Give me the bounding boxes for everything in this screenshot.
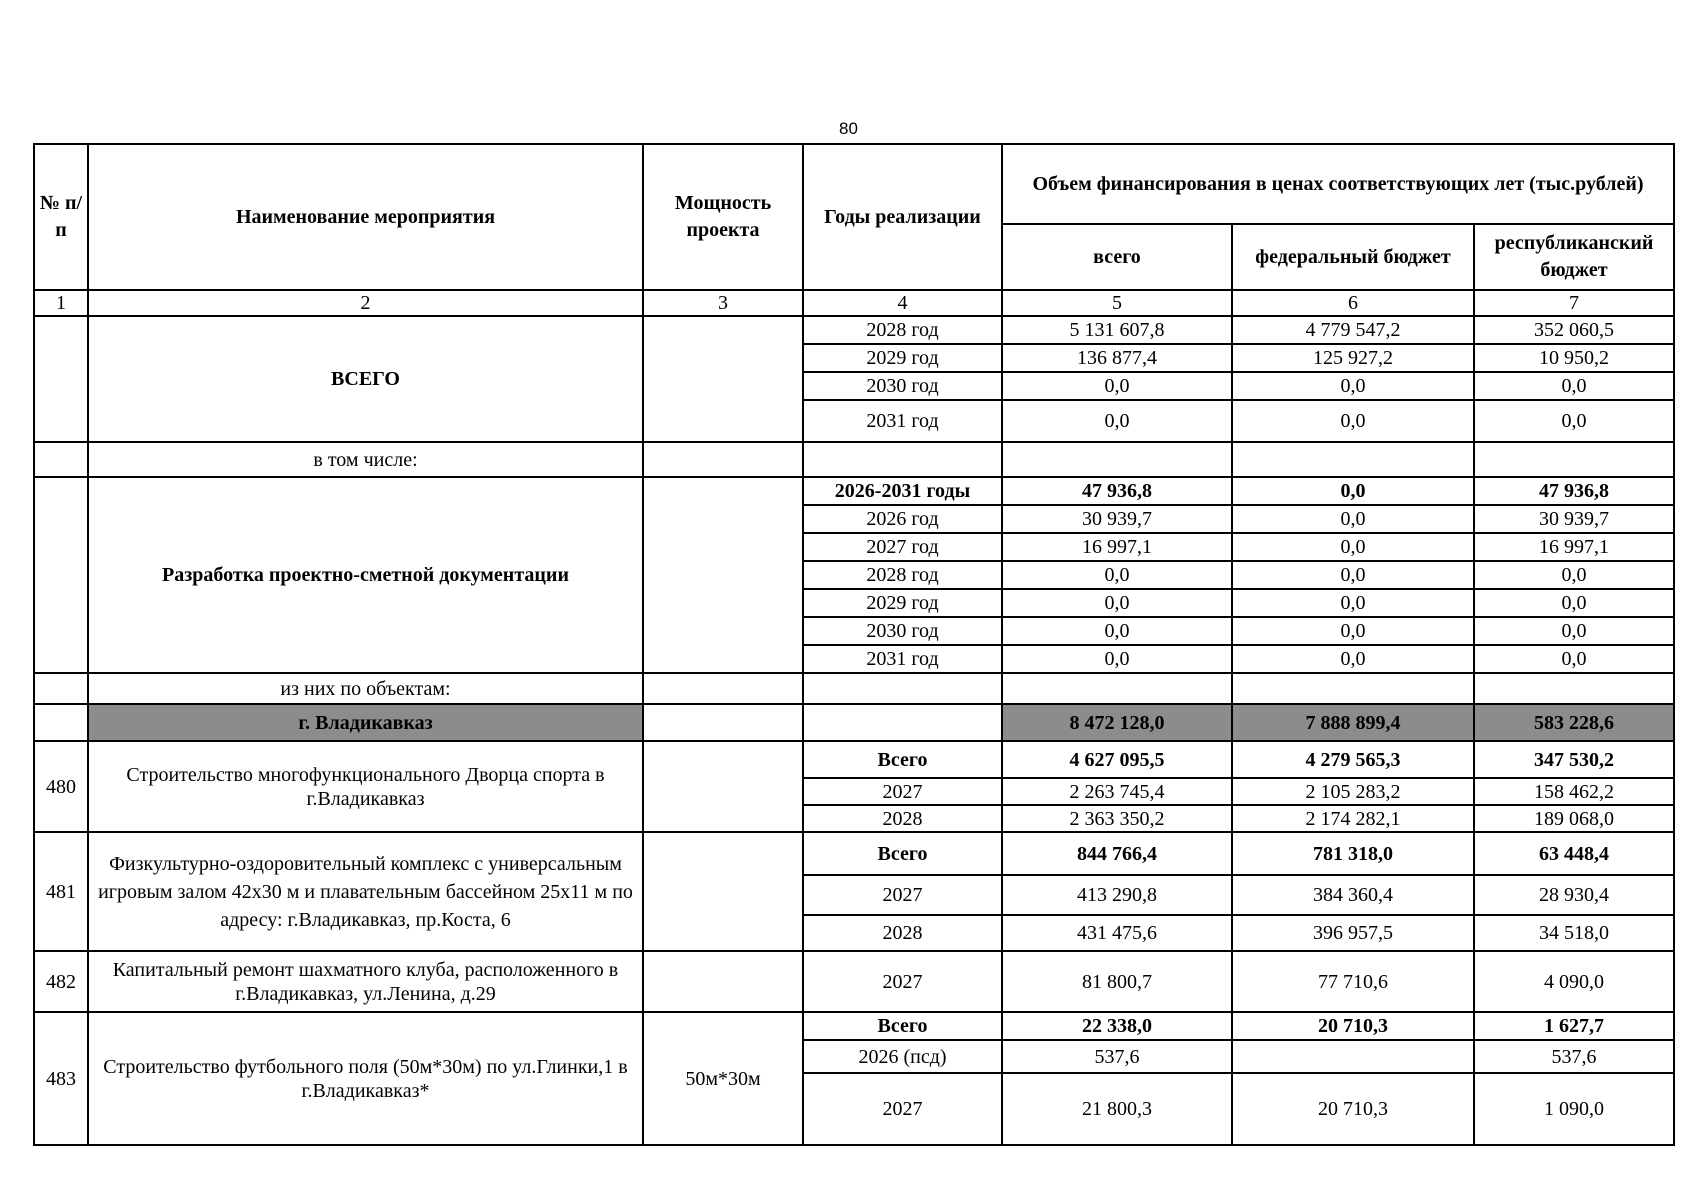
psd-title: Разработка проектно-сметной документации [88,477,643,673]
republic-cell: 16 997,1 [1474,533,1674,561]
federal-cell: 0,0 [1232,561,1474,589]
project-number: 480 [34,741,88,832]
federal-cell: 0,0 [1232,589,1474,617]
year-cell: 2027 [803,778,1002,805]
header-republic: республиканский бюджет [1474,224,1674,290]
federal-cell: 384 360,4 [1232,875,1474,915]
year-cell: 2028 [803,805,1002,832]
header-name: Наименование мероприятия [88,144,643,290]
federal-cell: 0,0 [1232,505,1474,533]
republic-cell: 352 060,5 [1474,316,1674,344]
funding-table [33,143,1675,1146]
year-cell: 2030 год [803,372,1002,400]
federal-cell: 125 927,2 [1232,344,1474,372]
year-cell: Всего [803,1012,1002,1040]
federal-cell: 77 710,6 [1232,951,1474,1012]
project-number: 482 [34,951,88,1012]
table-row [34,673,1674,704]
colnum: 4 [803,290,1002,316]
header-total: всего [1002,224,1232,290]
colnum: 6 [1232,290,1474,316]
total-cell: 2 263 745,4 [1002,778,1232,805]
republic-cell: 0,0 [1474,400,1674,442]
republic-cell: 63 448,4 [1474,832,1674,875]
total-cell: 0,0 [1002,589,1232,617]
federal-cell: 20 710,3 [1232,1012,1474,1040]
federal-cell: 0,0 [1232,645,1474,673]
objects-label: из них по объектам: [88,673,643,704]
year-cell: 2029 год [803,344,1002,372]
total-cell: 21 800,3 [1002,1073,1232,1145]
year-cell: 2027 год [803,533,1002,561]
project-name: Капитальный ремонт шахматного клуба, расположенного в г.Владикавказ, ул.Ленина, д.29 [88,951,643,1012]
republic-cell: 0,0 [1474,561,1674,589]
year-cell: 2027 [803,1073,1002,1145]
city-row [34,704,1674,741]
republic-cell: 10 950,2 [1474,344,1674,372]
republic-cell: 47 936,8 [1474,477,1674,505]
federal-cell: 2 174 282,1 [1232,805,1474,832]
total-cell: 5 131 607,8 [1002,316,1232,344]
project-name: Строительство многофункционального Дворца спорта в г.Владикавказ [88,741,643,832]
year-cell: 2030 год [803,617,1002,645]
republic-cell: 28 930,4 [1474,875,1674,915]
total-title: ВСЕГО [88,316,643,442]
including-label: в том числе: [88,442,643,477]
header-num: № п/п [34,144,88,290]
republic-cell: 347 530,2 [1474,741,1674,778]
federal-cell: 0,0 [1232,400,1474,442]
federal-cell: 396 957,5 [1232,915,1474,951]
header-federal: федеральный бюджет [1232,224,1474,290]
republic-cell: 30 939,7 [1474,505,1674,533]
year-cell: 2028 год [803,316,1002,344]
republic-cell: 158 462,2 [1474,778,1674,805]
year-cell: Всего [803,741,1002,778]
year-cell: 2028 [803,915,1002,951]
year-cell: 2027 [803,951,1002,1012]
federal-cell: 781 318,0 [1232,832,1474,875]
republic-cell: 1 090,0 [1474,1073,1674,1145]
colnum: 5 [1002,290,1232,316]
project-number: 481 [34,832,88,951]
federal-cell: 0,0 [1232,477,1474,505]
total-cell: 0,0 [1002,617,1232,645]
republic-cell: 537,6 [1474,1040,1674,1073]
federal-cell: 0,0 [1232,372,1474,400]
federal-cell: 4 779 547,2 [1232,316,1474,344]
year-cell: 2031 год [803,400,1002,442]
total-cell: 47 936,8 [1002,477,1232,505]
page-number: 80 [839,119,858,138]
total-cell: 0,0 [1002,561,1232,589]
total-cell: 537,6 [1002,1040,1232,1073]
year-cell: 2029 год [803,589,1002,617]
total-cell: 0,0 [1002,645,1232,673]
colnum: 1 [34,290,88,316]
colnum: 7 [1474,290,1674,316]
header-years: Годы реализации [803,144,1002,290]
project-name: Физкультурно-оздоровительный комплекс с универсальным игровым залом 42х30 м и плавательным бассейном 25х11 м по адресу: г.Владикавказ, пр.Коста, 6 [88,832,643,951]
federal-cell: 0,0 [1232,617,1474,645]
federal-cell: 2 105 283,2 [1232,778,1474,805]
year-cell: 2027 [803,875,1002,915]
republic-cell: 0,0 [1474,617,1674,645]
total-cell: 431 475,6 [1002,915,1232,951]
federal-cell: 0,0 [1232,533,1474,561]
republic-cell: 0,0 [1474,589,1674,617]
total-cell: 22 338,0 [1002,1012,1232,1040]
project-capacity: 50м*30м [643,1012,803,1145]
city-total: 8 472 128,0 [1002,704,1232,741]
republic-cell: 1 627,7 [1474,1012,1674,1040]
year-cell: Всего [803,832,1002,875]
header-funding: Объем финансирования в ценах соответствующих лет (тыс.рублей) [1002,144,1674,224]
republic-cell: 34 518,0 [1474,915,1674,951]
year-cell: 2026 (псд) [803,1040,1002,1073]
republic-cell: 0,0 [1474,645,1674,673]
project-capacity [643,832,803,951]
total-cell: 16 997,1 [1002,533,1232,561]
total-cell: 136 877,4 [1002,344,1232,372]
year-cell: 2026-2031 годы [803,477,1002,505]
total-cell: 0,0 [1002,400,1232,442]
colnum: 2 [88,290,643,316]
total-cell: 0,0 [1002,372,1232,400]
table-row [34,442,1674,477]
year-cell: 2031 год [803,645,1002,673]
table-row [34,951,1674,1012]
total-cell: 413 290,8 [1002,875,1232,915]
city-name: г. Владикавказ [88,704,643,741]
year-cell: 2028 год [803,561,1002,589]
table-row [34,316,1674,344]
federal-cell: 20 710,3 [1232,1073,1474,1145]
column-number-row [34,290,1674,316]
table-row [34,477,1674,505]
republic-cell: 0,0 [1474,372,1674,400]
total-cell: 4 627 095,5 [1002,741,1232,778]
federal-cell: 4 279 565,3 [1232,741,1474,778]
project-capacity [643,951,803,1012]
table-row [34,741,1674,778]
republic-cell: 189 068,0 [1474,805,1674,832]
project-capacity [643,741,803,832]
total-cell: 2 363 350,2 [1002,805,1232,832]
republic-cell: 4 090,0 [1474,951,1674,1012]
year-cell: 2026 год [803,505,1002,533]
total-cell: 81 800,7 [1002,951,1232,1012]
total-cell: 30 939,7 [1002,505,1232,533]
table-row [34,832,1674,875]
city-federal: 7 888 899,4 [1232,704,1474,741]
project-name: Строительство футбольного поля (50м*30м) по ул.Глинки,1 в г.Владикавказ* [88,1012,643,1145]
project-number: 483 [34,1012,88,1145]
total-cell: 844 766,4 [1002,832,1232,875]
table-row [34,1012,1674,1040]
colnum: 3 [643,290,803,316]
federal-cell [1232,1040,1474,1073]
city-republic: 583 228,6 [1474,704,1674,741]
header-capacity: Мощность проекта [643,144,803,290]
